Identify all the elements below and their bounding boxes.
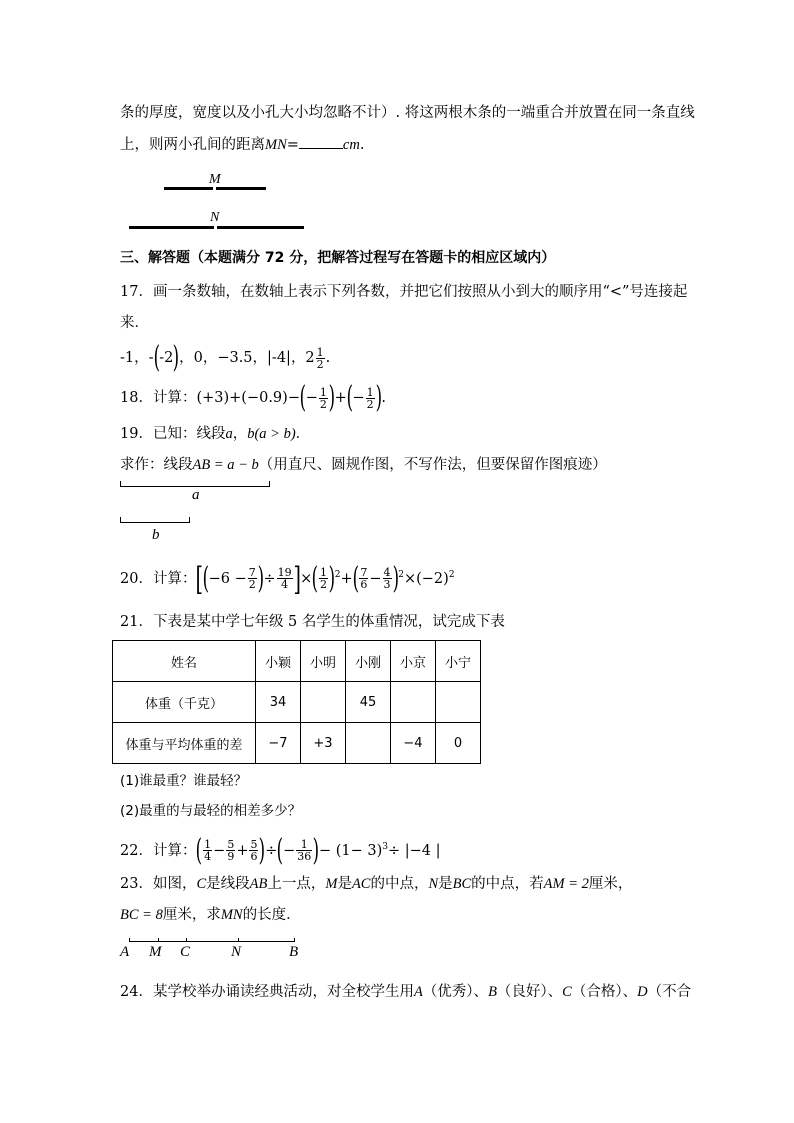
q20-frac-4: $\frac{7}{6}$ xyxy=(360,566,368,592)
var-ab: AB xyxy=(249,876,268,892)
text: 厘米，求 xyxy=(162,907,221,923)
q23-line-2 xyxy=(120,905,301,925)
var-c: C xyxy=(196,876,207,892)
q20-times: × xyxy=(300,570,313,587)
var-bc: BC xyxy=(452,876,472,892)
intro-text: 上，则两小孔间的距离 xyxy=(120,137,265,153)
intro-line-2 xyxy=(120,134,364,155)
table-cell: 小京 xyxy=(391,641,436,682)
tick xyxy=(120,481,121,487)
q22-frac-3: $\frac{5}{6}$ xyxy=(250,838,258,864)
unit-cm: cm xyxy=(342,137,360,153)
q20: 20．计算：[(−6 − $\frac{7}{2}$ )÷ $\frac{19}{4}$ ]×( $\frac{1}{2}$ )$^2$+( $\frac{7}{6}$ − $\frac{4}{3}$ )$^2\times(-2)^2$ xyxy=(120,559,455,598)
tick xyxy=(120,517,121,523)
table-cell[interactable]: −7 xyxy=(256,723,301,764)
segment-a-label: a xyxy=(192,487,200,503)
grade-b: B xyxy=(488,984,497,1000)
q19-eq: AB = a − b xyxy=(192,457,259,473)
table-cell: 体重（千克） xyxy=(113,682,256,723)
q19-ask: 求作：线段 xyxy=(120,457,193,473)
q20-times-2: × xyxy=(403,570,417,587)
grade-a: A xyxy=(413,984,423,1000)
q24-line-1 xyxy=(120,982,691,1002)
sep: ， xyxy=(232,426,248,442)
q20-last: (−2) xyxy=(416,570,449,587)
segment-b-label: b xyxy=(152,527,160,543)
grade-d: D xyxy=(637,984,648,1000)
q22-minus: − xyxy=(213,842,226,859)
q21-title: 21．下表是某中学七年级 5 名学生的体重情况，试完成下表 xyxy=(120,614,505,630)
point-n: N xyxy=(231,944,242,960)
q18-neg-2: − xyxy=(352,390,365,406)
q22-plus: + xyxy=(236,842,249,859)
q20-sq-3: 2 xyxy=(448,570,455,580)
q19-label: 19．已知：线段 xyxy=(120,426,226,442)
text: 是 xyxy=(337,876,352,892)
weight-table xyxy=(112,640,481,764)
var-am: AM = 2 xyxy=(543,876,589,892)
q22-frac-1: $\frac{1}{4}$ xyxy=(204,838,212,864)
var-m: M xyxy=(325,876,338,892)
var-ac: AC xyxy=(351,876,371,892)
tick-c xyxy=(186,938,187,942)
var-n: N xyxy=(428,876,439,892)
text: 的中点，若 xyxy=(471,876,544,892)
table-cell: 姓名 xyxy=(113,641,256,682)
table-cell[interactable]: 45 xyxy=(346,682,391,723)
label-m: M xyxy=(209,172,221,187)
q22-neg: − xyxy=(283,842,296,859)
tick-m xyxy=(158,938,159,942)
table-cell: 小颖 xyxy=(256,641,301,682)
q20-label: 20．计算： xyxy=(120,570,197,587)
q18-frac-1: $\frac{1}{2}$ xyxy=(319,385,327,411)
grade-c: C xyxy=(562,984,572,1000)
table-cell[interactable]: 34 xyxy=(256,682,301,723)
segment-b xyxy=(120,522,190,523)
q21-sub-2: (2)最重的与最轻的相差多少？ xyxy=(120,803,302,819)
q19-cond: (a > b) xyxy=(254,426,296,442)
period: ． xyxy=(295,426,311,442)
q20-frac-3: $\frac{1}{2}$ xyxy=(320,566,328,592)
q18-label: 18．计算： xyxy=(120,390,197,406)
text: （优秀）、 xyxy=(422,984,489,1000)
point-b: B xyxy=(289,944,299,960)
text: 的长度． xyxy=(242,907,301,923)
num-4: |-4| xyxy=(267,350,291,366)
section-3-title: 三、解答题（本题满分 72 分，把解答过程写在答题卡的相应区域内） xyxy=(120,250,556,266)
text: 是线段 xyxy=(206,876,250,892)
period: . xyxy=(381,390,386,406)
q23-label: 23．如图， xyxy=(120,876,197,892)
q23-line-1 xyxy=(120,874,632,894)
tick xyxy=(269,481,270,487)
num-3: ，0，−3.5， xyxy=(179,350,268,366)
var-mn: MN xyxy=(265,137,287,153)
q22-frac-4: $\frac{1}{36}$ xyxy=(297,838,312,864)
table-row xyxy=(113,723,481,764)
text: 厘米， xyxy=(588,876,633,892)
var-a: a xyxy=(225,426,233,442)
table-cell[interactable]: 0 xyxy=(436,723,481,764)
q20-div: ÷ xyxy=(263,570,276,587)
q17-line-2: 来． xyxy=(120,315,149,331)
point-c: C xyxy=(180,944,191,960)
table-row xyxy=(113,641,481,682)
num-2: -2 xyxy=(159,350,174,366)
tick-a xyxy=(129,938,130,942)
q18-frac-2: $\frac{1}{2}$ xyxy=(366,385,374,411)
q22-frac-2: $\frac{5}{9}$ xyxy=(227,838,235,864)
table-cell[interactable] xyxy=(436,682,481,723)
text: 的中点， xyxy=(370,876,429,892)
segment-ab xyxy=(129,941,295,942)
point-a: A xyxy=(120,944,130,960)
text: （良好）、 xyxy=(496,984,563,1000)
period: . xyxy=(359,137,365,153)
tick xyxy=(189,517,190,523)
q22: 22．计算：( $\frac{1}{4}$ − $\frac{5}{9}$ + $\frac{5}{6}$ )÷(− $\frac{1}{36}$ )− $(1- 3)^3\div |-4$ | xyxy=(120,832,441,868)
q20-plus: + xyxy=(340,570,353,587)
equals: = xyxy=(286,137,299,153)
q18-neg: − xyxy=(305,390,318,406)
table-cell: 小宁 xyxy=(436,641,481,682)
tick-b xyxy=(294,938,295,942)
table-cell: 体重与平均体重的差 xyxy=(113,723,256,764)
q18-plus: + xyxy=(334,390,347,406)
num-1: -1， xyxy=(120,350,149,366)
tick-n xyxy=(238,938,239,942)
text: （不合 xyxy=(647,984,692,1000)
q22-label: 22．计算： xyxy=(120,842,197,859)
var-b: b xyxy=(247,426,255,442)
text: 是 xyxy=(438,876,453,892)
num-2-sign: - xyxy=(148,350,154,366)
table-cell[interactable] xyxy=(301,682,346,723)
q17-line-1: 17．画一条数轴，在数轴上表示下列各数，并把它们按照从小到大的顺序用“<”号连接起 xyxy=(120,284,688,300)
table-cell[interactable]: −4 xyxy=(391,723,436,764)
hole-m xyxy=(213,187,216,190)
var-mn: MN xyxy=(220,907,243,923)
answer-blank[interactable] xyxy=(299,134,343,149)
table-cell: 小刚 xyxy=(346,641,391,682)
text: （合格）、 xyxy=(571,984,638,1000)
period: . xyxy=(325,350,331,366)
intro-line-1: 条的厚度，宽度以及小孔大小均忽略不计）. 将这两根木条的一端重合并放置在同一条直线 xyxy=(120,105,695,121)
num-5-whole: ，2 xyxy=(290,350,315,366)
q18: 18．计算：(+3)+(−0.9)−(− $\frac{1}{2}$ )+(− $\frac{1}{2}$ ). xyxy=(120,380,386,415)
q18-expr-a: (+3)+(−0.9)− xyxy=(196,390,300,406)
q20-t1: −6 − xyxy=(208,570,247,587)
q19-line-1 xyxy=(120,424,310,444)
q24-label: 24．某学校举办诵读经典活动，对全校学生用 xyxy=(120,984,414,1000)
q21-sub-1: (1)谁最重？谁最轻？ xyxy=(120,773,248,789)
q22-cube: 3 xyxy=(382,842,388,852)
table-cell[interactable] xyxy=(346,723,391,764)
q20-minus: − xyxy=(369,570,382,587)
label-n: N xyxy=(210,210,220,225)
table-row xyxy=(113,682,481,723)
table-cell: 小明 xyxy=(301,641,346,682)
var-bc-eq: BC = 8 xyxy=(120,907,163,923)
q20-frac-1: $\frac{7}{2}$ xyxy=(248,566,256,592)
fraction-half: $\frac{1}{2}$ xyxy=(316,345,324,371)
table-cell[interactable] xyxy=(391,682,436,723)
q22-div: ÷ xyxy=(265,842,278,859)
q19-instruction: （用直尺、圆规作图，不写作法，但要保留作图痕迹） xyxy=(258,457,607,473)
point-m: M xyxy=(149,944,162,960)
hole-n xyxy=(214,226,217,229)
q22-rest: − (1− 3) xyxy=(318,842,383,859)
q17-numbers: -1，-(-2)，0，−3.5，|-4|，2 $\frac{1}{2}$ . xyxy=(120,340,331,375)
q20-sq-2: 2 xyxy=(398,570,404,580)
q20-frac-5: $\frac{4}{3}$ xyxy=(383,566,391,592)
text: 上一点， xyxy=(267,876,326,892)
table-cell[interactable]: +3 xyxy=(301,723,346,764)
q20-frac-2: $\frac{19}{4}$ xyxy=(277,566,292,592)
q20-sq: 2 xyxy=(334,570,341,580)
q19-line-2 xyxy=(120,455,607,475)
q22-rest-2: ÷ |−4 | xyxy=(387,842,441,859)
